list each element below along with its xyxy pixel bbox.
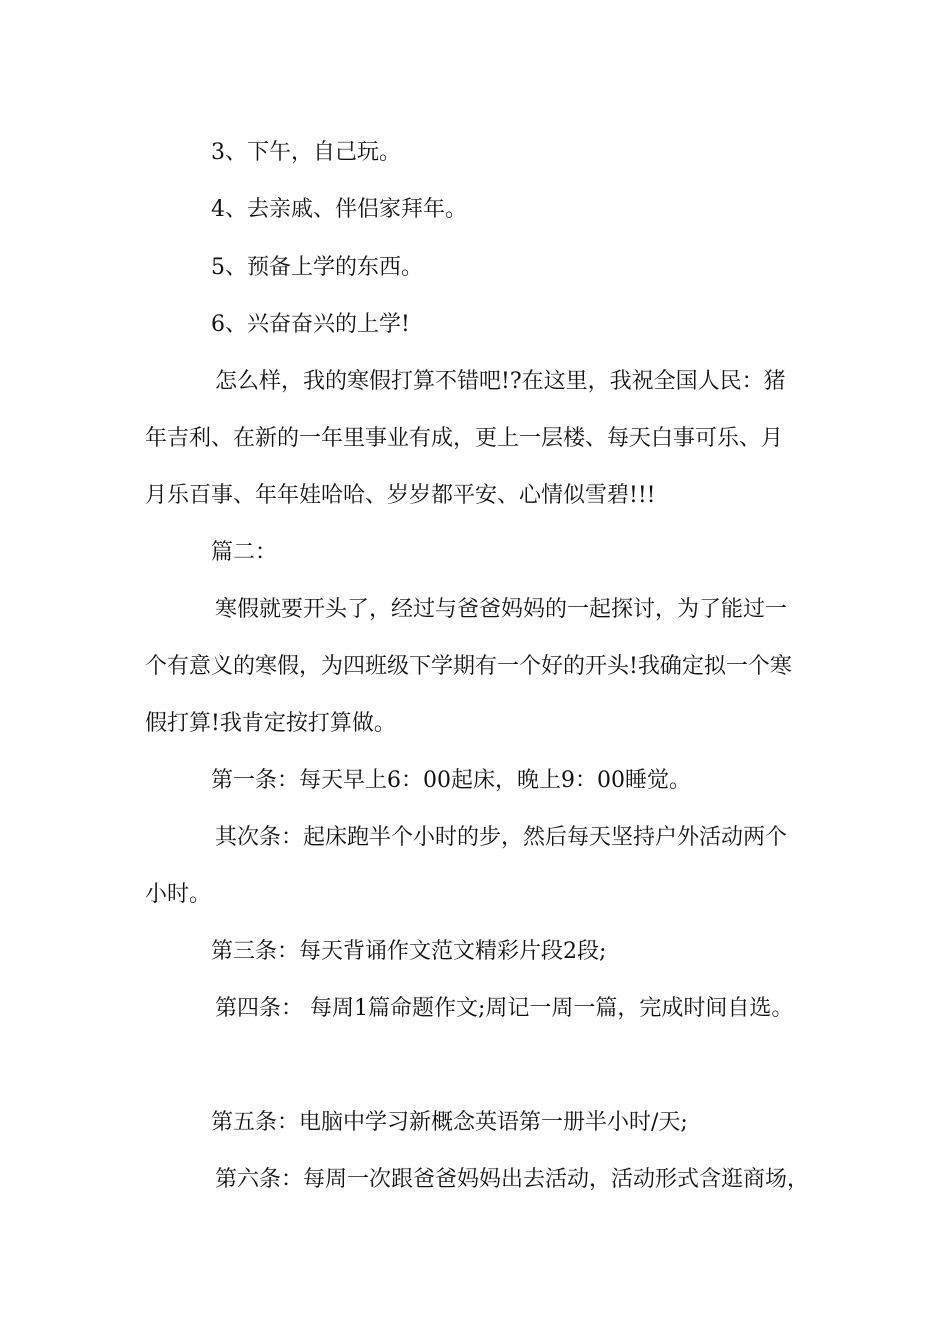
rule-item-5: 第五条：电脑中学习新概念英语第一册半小时/天; [211, 1110, 688, 1135]
paragraph-line: 月乐百事、年年娃哈哈、岁岁都平安、心情似雪碧!!! [145, 483, 656, 508]
paragraph-line: 年吉利、在新的一年里事业有成，更上一层楼、每天白事可乐、月 [145, 426, 784, 451]
rule-item-2-continued: 小时。 [145, 882, 212, 907]
list-item-5: 5、预备上学的东西。 [211, 255, 423, 280]
paragraph-line: 怎么样，我的寒假打算不错吧!?在这里，我祝全国人民：猪 [215, 369, 786, 394]
section-heading: 篇二： [211, 540, 278, 565]
list-item-6: 6、兴奋奋兴的上学! [211, 312, 410, 337]
rule-item-6: 第六条：每周一次跟爸爸妈妈出去活动，活动形式含逛商场， [215, 1167, 810, 1192]
rule-item-2: 其次条：起床跑半个小时的步，然后每天坚持户外活动两个 [215, 825, 788, 850]
paragraph-line: 个有意义的寒假，为四班级下学期有一个好的开头!我确定拟一个寒 [145, 654, 792, 679]
list-item-3: 3、下午，自己玩。 [211, 140, 401, 165]
paragraph-line: 寒假就要开头了，经过与爸爸妈妈的一起探讨，为了能过一 [215, 597, 788, 622]
rule-item-4: 第四条： 每周1篇命题作文;周记一周一篇，完成时间自选。 [215, 996, 794, 1021]
paragraph-line: 假打算!我肯定按打算做。 [145, 711, 396, 736]
list-item-4: 4、去亲戚、伴侣家拜年。 [211, 197, 467, 222]
rule-item-3: 第三条：每天背诵作文范文精彩片段2段; [211, 939, 607, 964]
rule-item-1: 第一条：每天早上6：00起床，晚上9：00睡觉。 [211, 768, 691, 793]
